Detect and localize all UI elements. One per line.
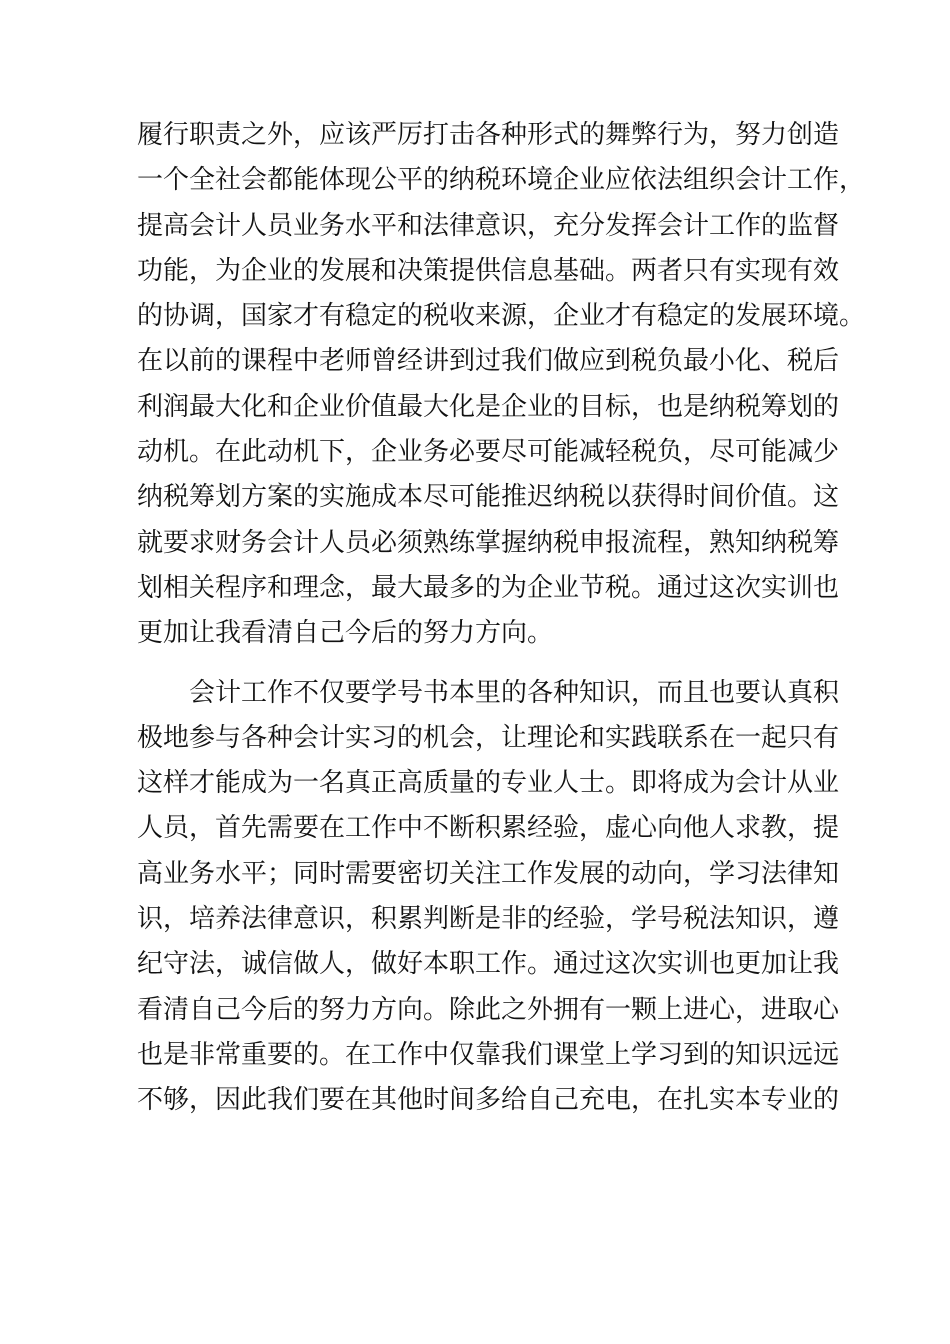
text-line: 这样才能成为一名真正高质量的专业人士。即将成为会计从业 [137,768,840,799]
paragraph-gap [137,657,857,671]
text-line: 动机。在此动机下，企业务必要尽可能减轻税负，尽可能减少 [137,437,840,468]
text-line: 纪守法，诚信做人，做好本职工作。通过这次实训也更加让我 [137,949,840,980]
text-line: 看清自己今后的努力方向。除此之外拥有一颗上进心，进取心 [137,994,840,1025]
text-line: 会计工作不仅要学号书本里的各种知识，而且也要认真积 [189,677,840,708]
text-line: 功能，为企业的发展和决策提供信息基础。两者只有实现有效 [137,255,840,286]
text-line: 极地参与各种会计实习的机会，让理论和实践联系在一起只有 [137,722,840,753]
text-line: 利润最大化和企业价值最大化是企业的目标，也是纳税筹划的 [137,391,840,422]
paragraph-1 [137,113,866,657]
paragraph-2 [137,671,857,1124]
text-line: 也是非常重要的。在工作中仅靠我们课堂上学习到的知识远远 [137,1039,840,1070]
text-line: 更加让我看清自己今后的努力方向。 [137,618,554,649]
text-line: 不够，因此我们要在其他时间多给自己充电，在扎实本专业的 [137,1085,840,1116]
text-line: 人员，首先需要在工作中不断积累经验，虚心向他人求教，提 [137,813,840,844]
document-body [137,113,866,1124]
text-line: 就要求财务会计人员必须熟练掌握纳税申报流程，熟知纳税筹 [137,527,840,558]
text-line: 识，培养法律意识，积累判断是非的经验，学号税法知识，遵 [137,904,840,935]
text-line: 的协调，国家才有稳定的税收来源，企业才有稳定的发展环境。 [137,301,866,332]
text-line: 高业务水平；同时需要密切关注工作发展的动向，学习法律知 [137,858,840,889]
text-line: 履行职责之外，应该严厉打击各种形式的舞弊行为，努力创造 [137,120,840,150]
text-line: 一个全社会都能体现公平的纳税环境企业应依法组织会计工作， [137,165,866,196]
text-line: 提高会计人员业务水平和法律意识，充分发挥会计工作的监督 [137,210,840,241]
text-line: 划相关程序和理念，最大最多的为企业节税。通过这次实训也 [137,572,840,603]
text-line: 纳税筹划方案的实施成本尽可能推迟纳税以获得时间价值。这 [137,482,840,513]
text-line: 在以前的课程中老师曾经讲到过我们做应到税负最小化、税后 [137,346,840,377]
